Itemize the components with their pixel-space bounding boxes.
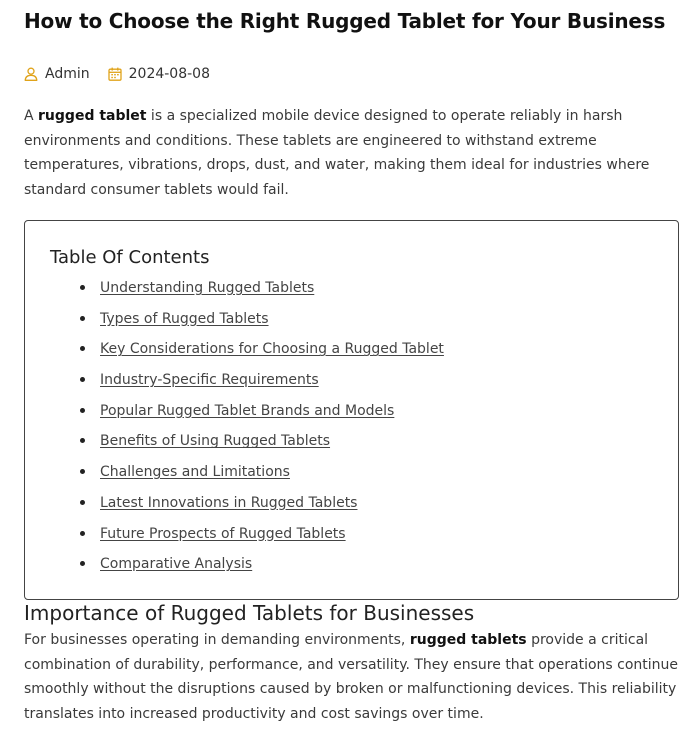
toc-item [25, 400, 444, 431]
author-name: Admin [45, 66, 90, 82]
toc-item [25, 277, 444, 308]
section-paragraph [24, 628, 684, 726]
toc-item [25, 492, 444, 523]
intro-text-rest: is a specialized mobile device designed to operate reliably in harsh environments and conditions. These tablets are engineered to withstand extreme temperatures, vibrations, drops, dust, and water, making them ideal for industries where standard consumer tablets would fail. [24, 108, 650, 198]
toc-link-types[interactable]: Types of Rugged Tablets [100, 310, 269, 327]
bullet-icon [80, 531, 85, 536]
bullet-icon [80, 500, 85, 505]
bullet-icon [80, 316, 85, 321]
intro-bold-term: rugged tablet [38, 108, 147, 124]
section-heading: Importance of Rugged Tablets for Businesses [24, 601, 475, 625]
intro-text-start: A [24, 108, 39, 124]
article-title: How to Choose the Right Rugged Tablet for Your Business [24, 9, 666, 33]
bullet-icon [80, 561, 85, 566]
toc-link-key-considerations[interactable]: Key Considerations for Choosing a Rugged Tablet [100, 341, 444, 358]
section-text-start: For businesses operating in demanding environments, [24, 632, 410, 648]
bullet-icon [80, 377, 85, 382]
toc-title: Table Of Contents [50, 247, 210, 268]
author-meta[interactable] [24, 66, 90, 82]
bullet-icon [80, 285, 85, 290]
calendar-icon [108, 67, 122, 81]
toc-list [25, 277, 444, 584]
intro-paragraph [24, 104, 684, 202]
toc-item [25, 553, 444, 584]
article-meta [24, 66, 228, 82]
toc-link-future-prospects[interactable]: Future Prospects of Rugged Tablets [100, 525, 346, 542]
toc-link-understanding[interactable]: Understanding Rugged Tablets [100, 280, 315, 296]
toc-link-innovations[interactable]: Latest Innovations in Rugged Tablets [100, 494, 358, 511]
user-icon [24, 67, 38, 81]
toc-link-brands-models[interactable]: Popular Rugged Tablet Brands and Models [100, 402, 395, 419]
toc-link-benefits[interactable]: Benefits of Using Rugged Tablets [100, 433, 331, 450]
toc-link-comparative-analysis[interactable]: Comparative Analysis [100, 556, 253, 573]
toc-item [25, 430, 444, 461]
toc-item [25, 369, 444, 400]
bullet-icon [80, 408, 85, 413]
toc-item [25, 523, 444, 554]
toc-link-challenges[interactable]: Challenges and Limitations [100, 464, 290, 481]
toc-item [25, 308, 444, 339]
toc-item [25, 461, 444, 492]
bullet-icon [80, 346, 85, 351]
bullet-icon [80, 469, 85, 474]
section-bold-term: rugged tablets [409, 632, 527, 648]
publish-date: 2024-08-08 [128, 66, 210, 82]
date-meta [108, 66, 210, 82]
table-of-contents [24, 220, 679, 600]
bullet-icon [80, 438, 85, 443]
toc-item [25, 338, 444, 369]
toc-link-industry-requirements[interactable]: Industry-Specific Requirements [100, 372, 319, 389]
section-text-rest: provide a critical combination of durability, performance, and versatility. They ensure that operations continue smoothly without the disruptions caused by broken or malfunctioning devices. This reliability translates into increased productivity and cost savings over time. [24, 632, 679, 722]
